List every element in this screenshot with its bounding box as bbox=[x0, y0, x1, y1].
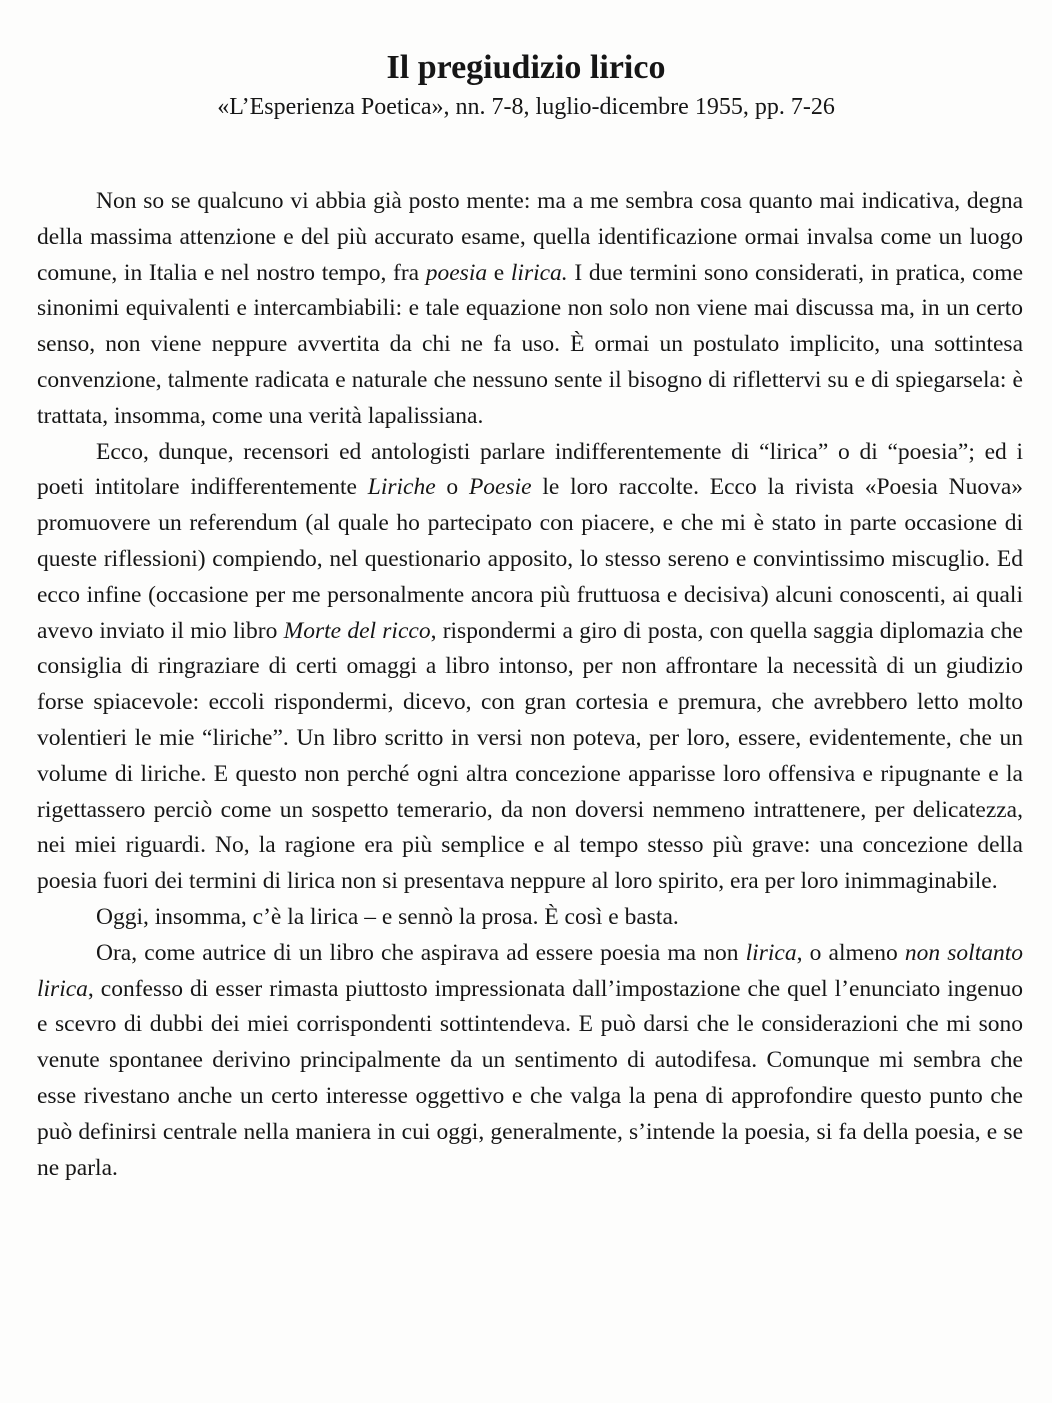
body-text bbox=[37, 184, 1023, 1186]
italic-text: lirica. bbox=[510, 259, 568, 286]
italic-text: non soltanto lirica bbox=[37, 939, 1024, 1002]
italic-text: lirica bbox=[745, 939, 797, 966]
paragraph-2 bbox=[37, 435, 1023, 900]
text-run: Non so se qualcuno vi abbia già posto mente: ma a me sembra cosa quanto mai indicativa, degna della massima attenzione e del più accurato esame, quella identificazione ormai invalsa come un luogo comune, in Italia e nel nostro tempo, fra bbox=[37, 188, 1023, 286]
text-run: Ecco, dunque, recensori ed antologisti parlare indifferentemente di “lirica” o di “poesia”; ed i poeti intitolare indifferentemente bbox=[37, 438, 1023, 501]
paragraph-3 bbox=[37, 900, 1023, 936]
text-run: , confesso di esser rimasta piuttosto impressionata dall’impostazione che quel l’enunciato ingenuo e scevro di dubbi dei miei corrispondenti sottintendeva. E può darsi che le considerazioni che mi sono venute spontanee derivino principalmente da un sentimento di autodifesa. Comunque mi sembra che esse rivestano anche un certo interesse oggettivo e che valga la pena di approfondire questo punto che può definirsi centrale nella maniera in cui oggi, generalmente, s’intende la poesia, si fa della poesia, e se ne parla. bbox=[37, 975, 1023, 1181]
paragraph-1 bbox=[37, 184, 1023, 435]
page-subtitle: «L’Esperienza Poetica», nn. 7-8, luglio-dicembre 1955, pp. 7-26 bbox=[217, 94, 835, 120]
paragraph-4 bbox=[37, 936, 1023, 1187]
text-run: o bbox=[435, 474, 469, 501]
text-run: Oggi, insomma, c’è la lirica – e sennò la prosa. È così e basta. bbox=[96, 903, 679, 930]
italic-text: Poesie bbox=[468, 474, 532, 501]
text-run: I due termini sono considerati, in pratica, come sinonimi equivalenti e intercambiabili: e tale equazione non solo non viene mai discussa ma, in un certo senso, non viene neppure avvertita da chi ne fa uso. È ormai un postulato implicito, una sottintesa convenzione, talmente radicata e naturale che nessuno sente il bisogno di riflettervi su e di spiegarsela: è trattata, insomma, come una verità lapalissiana. bbox=[37, 259, 1024, 429]
text-run: Ora, come autrice di un libro che aspirava ad essere poesia ma non bbox=[96, 939, 746, 966]
italic-text: poesia bbox=[425, 259, 488, 286]
text-run: le loro raccolte. Ecco la rivista «Poesia Nuova» promuovere un referendum (al quale ho partecipato con piacere, e che mi è stato in parte occasione di queste riflessioni) compiendo, nel questionario apposito, lo stesso sereno e convintissimo miscuglio. Ed ecco infine (occasione per me personalmente ancora più fruttuosa e decisiva) alcuni conoscenti, ai quali avevo inviato il mio libro bbox=[37, 474, 1024, 644]
italic-text: Liriche bbox=[367, 474, 436, 501]
text-run: , o almeno bbox=[796, 939, 905, 966]
text-run: e bbox=[487, 259, 511, 286]
italic-text: Morte del ricco bbox=[283, 617, 431, 644]
text-run: , rispondermi a giro di posta, con quella saggia diplomazia che consiglia di ringraziare di certi omaggi a libro intonso, per non affrontare la necessità di un giudizio forse spiacevole: eccoli rispondermi, dicevo, con gran cortesia e premura, che avrebbero letto molto volentieri le mie “liriche”. Un libro scritto in versi non poteva, per loro, essere, evidentemente, che un volume di liriche. E questo non perché ogni altra concezione apparisse loro offensiva e ripugnante e la rigettassero perciò come un sospetto temerario, da non doversi nemmeno intrattenere, per delicatezza, nei miei riguardi. No, la ragione era più semplice e al tempo stesso più grave: una concezione della poesia fuori dei termini di lirica non si presentava neppure al loro spirito, era per loro inimmaginabile. bbox=[37, 617, 1023, 895]
page-title: Il pregiudizio lirico bbox=[386, 49, 666, 86]
